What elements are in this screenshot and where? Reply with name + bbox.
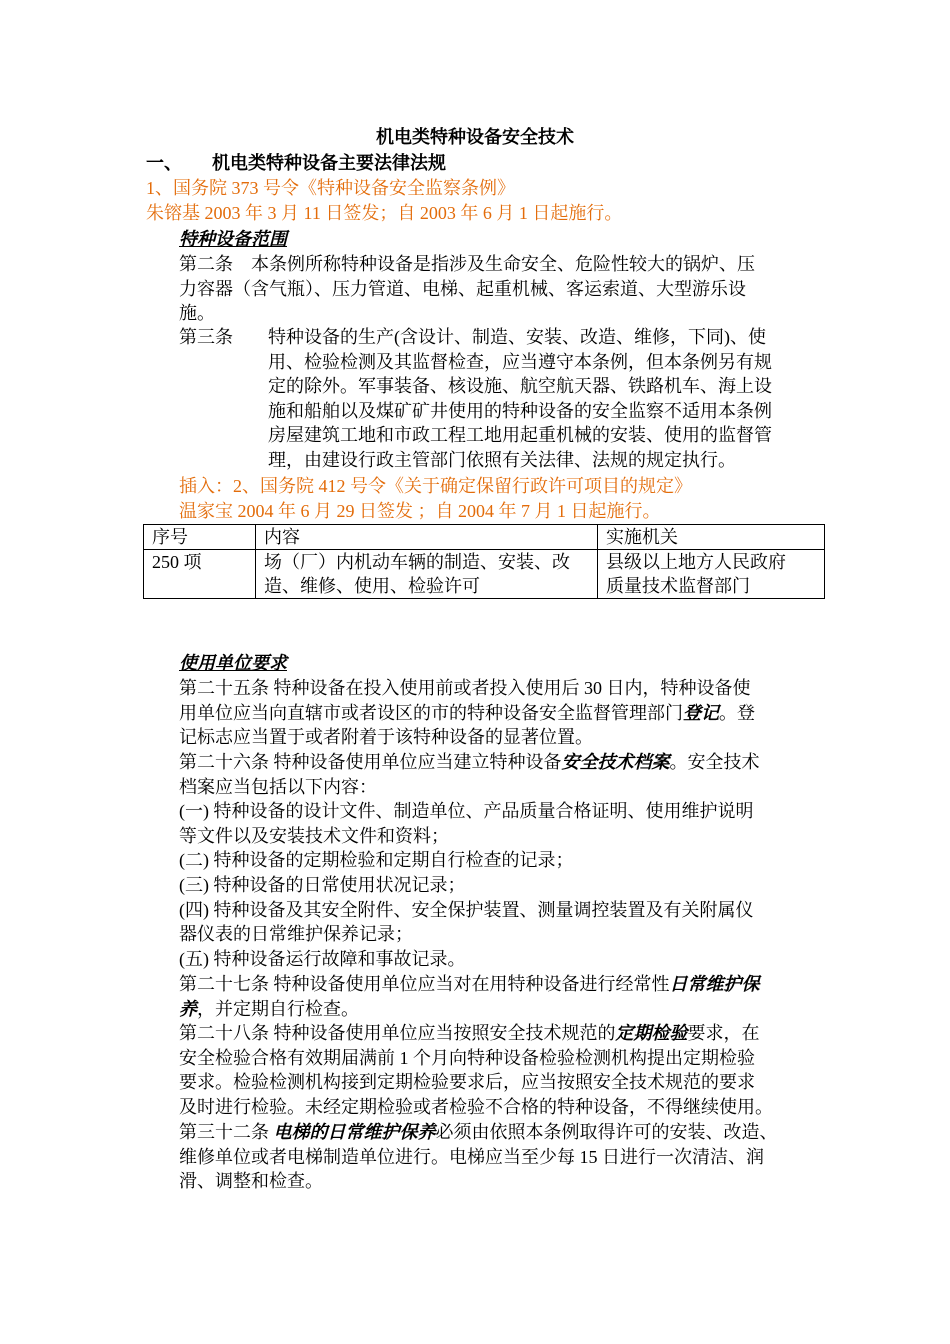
cell-line: 质量技术监督部门: [606, 576, 750, 596]
list-item: (二) 特种设备的定期检验和定期自行检查的记录；: [179, 850, 574, 871]
cell-line: 县级以上地方人民政府: [606, 552, 786, 572]
article-line: 档案应当包括以下内容：: [179, 776, 377, 797]
table-header-row: [144, 525, 825, 550]
article-3-line: 特种设备的生产(含设计、制造、安装、改造、维修，下同)、使: [268, 327, 766, 347]
usage-heading: 使用单位要求: [179, 653, 287, 673]
emphasis-registration: 登记: [683, 702, 719, 723]
table-cell-content: [256, 550, 598, 599]
article-26: [179, 750, 760, 971]
list-item: (五) 特种设备运行故障和事故记录。: [179, 948, 466, 969]
article-27: [179, 972, 760, 1021]
page-title: 机电类特种设备安全技术: [376, 127, 574, 147]
list-item: (三) 特种设备的日常使用状况记录；: [179, 874, 466, 895]
table-row: [144, 550, 825, 599]
article-line: 用单位应当向直辖市或者设区的市的特种设备安全监督管理部门登记。登: [179, 702, 755, 723]
article-2-line: 第二条 本条例所称特种设备是指涉及生命安全、危险性较大的锅炉、压: [179, 254, 755, 274]
article-3-line: 定的除外。军事装备、核设施、航空航天器、铁路机车、海上设: [268, 376, 772, 397]
article-2-line: 施。: [179, 303, 215, 324]
table-header: 内容: [256, 525, 598, 550]
article-3-line: 理，由建设行政主管部门依照有关法律、法规的规定执行。: [268, 449, 736, 470]
article-line: 安全检验合格有效期届满前 1 个月向特种设备检验检测机构提出定期检验: [179, 1047, 755, 1068]
table-header: 序号: [144, 525, 256, 550]
article-28: [179, 1021, 773, 1119]
article-line: 及时进行检验。未经定期检验或者检验不合格的特种设备，不得继续使用。: [179, 1096, 773, 1117]
law1-date: 朱镕基 2003 年 3 月 11 日签发；自 2003 年 6 月 1 日起施行。: [146, 203, 623, 223]
emphasis-elevator-maintenance: 电梯的日常维护保养: [273, 1122, 436, 1142]
article-line: 记标志应当置于或者附着于该特种设备的显著位置。: [179, 727, 593, 748]
section-number: 一、: [146, 153, 182, 173]
article-line: 滑、调整和检查。: [179, 1171, 323, 1192]
section-label: 机电类特种设备主要法律法规: [212, 153, 446, 173]
article-line: 第二十七条 特种设备使用单位应当对在用特种设备进行经常性日常维护保: [179, 974, 760, 994]
section-heading: [146, 150, 446, 176]
article-3-line: 房屋建筑工地和市政工程工地用起重机械的安装、使用的监督管: [268, 425, 772, 446]
emphasis-archive: 安全技术档案: [561, 752, 670, 772]
article-line: 第二十六条 特种设备使用单位应当建立特种设备安全技术档案。安全技术: [179, 752, 760, 772]
table-header: 实施机关: [598, 525, 825, 550]
article-3-line: 施和船舶以及煤矿矿井使用的特种设备的安全监察不适用本条例: [268, 400, 772, 421]
article-32: [179, 1120, 778, 1194]
article-line: 第二十八条 特种设备使用单位应当按照安全技术规范的定期检验要求，在: [179, 1023, 760, 1043]
table-cell-org: [598, 550, 825, 599]
scope-heading: 特种设备范围: [179, 229, 287, 249]
list-item: 等文件以及安装技术文件和资料；: [179, 825, 449, 846]
article-25: [179, 676, 755, 750]
cell-line: 场（厂）内机动车辆的制造、安装、改: [264, 552, 570, 572]
law1-title: 1、国务院 373 号令《特种设备安全监察条例》: [146, 178, 515, 198]
emphasis-maintenance: 日常维护保: [669, 974, 760, 994]
article-line: 维修单位或者电梯制造单位进行。电梯应当至少每 15 日进行一次清洁、润: [179, 1146, 764, 1167]
article-3: [268, 325, 772, 473]
list-item: (一) 特种设备的设计文件、制造单位、产品质量合格证明、使用维护说明: [179, 801, 754, 822]
article-2-line: 力容器（含气瓶）、压力管道、电梯、起重机械、客运索道、大型游乐设: [179, 278, 746, 299]
article-3-label: 第三条: [179, 327, 233, 347]
article-line: 要求。检验检测机构接到定期检验要求后，应当按照安全技术规范的要求: [179, 1072, 755, 1093]
list-item: 器仪表的日常维护保养记录；: [179, 924, 413, 945]
article-line: 养，并定期自行检查。: [179, 998, 359, 1019]
law2-title: 插入：2、国务院 412 号令《关于确定保留行政许可项目的规定》: [179, 476, 692, 496]
article-line: 第三十二条 电梯的日常维护保养必须由依照本条例取得许可的安装、改造、: [179, 1122, 778, 1142]
list-item: (四) 特种设备及其安全附件、安全保护装置、测量调控装置及有关附属仪: [179, 899, 754, 920]
article-2: [179, 252, 755, 326]
cell-line: 造、维修、使用、检验许可: [264, 576, 480, 596]
article-line: 第二十五条 特种设备在投入使用前或者投入使用后 30 日内，特种设备使: [179, 678, 751, 698]
article-3-line: 用、检验检测及其监督检查，应当遵守本条例，但本条例另有规: [268, 351, 772, 372]
table-cell-no: 250 项: [144, 550, 256, 599]
emphasis-periodic-inspection: 定期检验: [615, 1023, 688, 1043]
permit-table: [143, 524, 825, 599]
law2-date: 温家宝 2004 年 6 月 29 日签发 ；自 2004 年 7 月 1 日起施行。: [179, 501, 661, 521]
